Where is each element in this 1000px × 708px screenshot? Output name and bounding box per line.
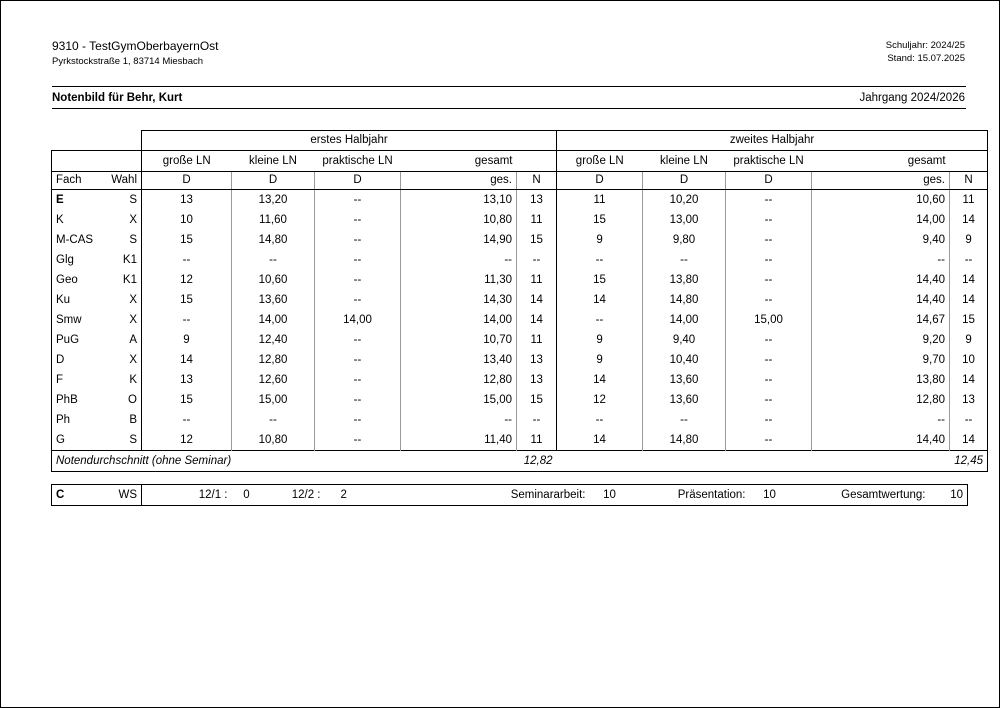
subject-name: M-CAS [52, 231, 107, 251]
h2-grosse-ln: -- [557, 251, 643, 271]
subject-name: E [52, 190, 107, 211]
table-row [52, 190, 988, 211]
h1-grosse-ln: 15 [142, 231, 232, 251]
h2-note: 10 [950, 351, 988, 371]
h1-note: 14 [517, 311, 557, 331]
h1-gesamt: 14,30 [401, 291, 517, 311]
subject-wahl: K1 [122, 254, 137, 266]
col-h2-kleine: D [643, 172, 726, 190]
subject-wahl: S [129, 193, 137, 206]
cat-grosse-ln-1: große LN [142, 151, 232, 172]
header-columns-row [52, 172, 988, 190]
subject-wahl: S [129, 433, 137, 446]
h2-kleine-ln: -- [643, 411, 726, 431]
h1-kleine-ln: 12,80 [232, 351, 315, 371]
table-row [52, 291, 988, 311]
seminar-12-1-label: 12/1 : [142, 485, 232, 506]
h2-note: 11 [950, 190, 988, 211]
cat-kleine-ln-2: kleine LN [660, 154, 708, 167]
h1-note: 13 [517, 351, 557, 371]
h2-note: 14 [950, 211, 988, 231]
h2-gesamt: 14,40 [812, 431, 950, 451]
seminararbeit-label: Seminararbeit: [510, 488, 586, 501]
h1-note: -- [517, 251, 557, 271]
h2-note: -- [950, 251, 988, 271]
h1-grosse-ln: 14 [142, 351, 232, 371]
h1-kleine-ln: -- [232, 411, 315, 431]
h1-praktische-ln: -- [315, 391, 401, 411]
col-h2-n: N [950, 172, 988, 190]
seminar-12-2-value: 2 [340, 488, 347, 501]
h2-grosse-ln: -- [557, 411, 643, 431]
seminar-fach: C [56, 488, 65, 501]
h1-grosse-ln: 15 [142, 391, 232, 411]
seminararbeit-value: 10 [603, 488, 616, 501]
h1-gesamt: -- [401, 251, 517, 271]
h1-kleine-ln: -- [232, 251, 315, 271]
first-half-header: erstes Halbjahr [142, 131, 557, 151]
subject-name: PhB [52, 391, 107, 411]
h2-kleine-ln: 13,80 [643, 271, 726, 291]
gesamtwertung-label: Gesamtwertung: [841, 488, 926, 501]
h1-kleine-ln: 10,80 [232, 431, 315, 451]
header-categories-row [52, 151, 988, 172]
h2-gesamt: 9,70 [812, 351, 950, 371]
h1-praktische-ln: -- [315, 291, 401, 311]
h2-grosse-ln: 9 [557, 331, 643, 351]
h2-note: 9 [950, 231, 988, 251]
cohort-label: Jahrgang 2024/2026 [859, 92, 965, 104]
seminar-row [51, 484, 968, 506]
subject-wahl: X [129, 314, 137, 326]
cat-gesamt-2: gesamt [907, 154, 946, 167]
h1-praktische-ln: -- [315, 231, 401, 251]
table-row [52, 431, 988, 451]
h1-praktische-ln: -- [315, 371, 401, 391]
h1-gesamt: 11,30 [401, 271, 517, 291]
col-h2-ges: ges. [812, 172, 950, 190]
h1-grosse-ln: 15 [142, 291, 232, 311]
h2-praktische-ln: -- [726, 391, 812, 411]
h2-gesamt: 14,40 [812, 271, 950, 291]
col-h1-praktisch: D [315, 172, 401, 190]
average-h2: 12,45 [950, 451, 988, 472]
h1-gesamt: 10,70 [401, 331, 517, 351]
table-row [52, 351, 988, 371]
col-h2-praktisch: D [726, 172, 812, 190]
col-wahl: Wahl [107, 172, 142, 190]
h2-grosse-ln: 14 [557, 431, 643, 451]
h2-gesamt: 14,40 [812, 291, 950, 311]
h1-praktische-ln: -- [315, 251, 401, 271]
subject-name: Smw [52, 311, 107, 331]
col-h1-ges: ges. [401, 172, 517, 190]
h2-gesamt: 13,80 [812, 371, 950, 391]
h2-praktische-ln: -- [726, 411, 812, 431]
h2-praktische-ln: -- [726, 211, 812, 231]
h2-kleine-ln: 9,80 [643, 231, 726, 251]
table-row [52, 271, 988, 291]
h1-note: 13 [517, 190, 557, 211]
h1-kleine-ln: 13,20 [232, 190, 315, 211]
h1-note: 15 [517, 391, 557, 411]
grade-rows [52, 190, 988, 451]
h1-note: 11 [517, 271, 557, 291]
subject-wahl: X [129, 214, 137, 226]
grades-table [51, 130, 988, 472]
h2-grosse-ln: 15 [557, 211, 643, 231]
subject-name: K [52, 211, 107, 231]
h2-note: 14 [950, 271, 988, 291]
h2-praktische-ln: 15,00 [726, 311, 812, 331]
h1-praktische-ln: -- [315, 411, 401, 431]
subject-wahl: K [129, 374, 137, 386]
title-rule-top [52, 86, 966, 87]
h1-gesamt: 12,80 [401, 371, 517, 391]
h2-kleine-ln: -- [643, 251, 726, 271]
h2-praktische-ln: -- [726, 231, 812, 251]
h1-note: 11 [517, 431, 557, 451]
cat-gesamt-1: gesamt [474, 154, 513, 167]
h1-grosse-ln: -- [142, 411, 232, 431]
h1-kleine-ln: 14,80 [232, 231, 315, 251]
h2-praktische-ln: -- [726, 190, 812, 211]
second-half-header: zweites Halbjahr [557, 131, 988, 151]
h2-kleine-ln: 14,00 [643, 311, 726, 331]
col-h1-n: N [517, 172, 557, 190]
subject-wahl: X [129, 354, 137, 366]
h1-note: 14 [517, 291, 557, 311]
table-row [52, 411, 988, 431]
school-address: Pyrkstockstraße 1, 83714 Miesbach [52, 56, 204, 67]
h2-grosse-ln: -- [557, 311, 643, 331]
h2-praktische-ln: -- [726, 371, 812, 391]
h2-gesamt: 14,67 [812, 311, 950, 331]
title-rule-bottom [52, 108, 966, 109]
subject-wahl: K1 [122, 274, 137, 286]
school-name: 9310 - TestGymOberbayernOst [52, 39, 219, 53]
h1-note: 15 [517, 231, 557, 251]
header-halves-row [52, 131, 988, 151]
h2-praktische-ln: -- [726, 271, 812, 291]
h2-gesamt: 14,00 [812, 211, 950, 231]
h2-kleine-ln: 14,80 [643, 291, 726, 311]
h2-note: 13 [950, 391, 988, 411]
cat-praktische-ln-1: praktische LN [322, 154, 393, 167]
average-h1: 12,82 [517, 451, 557, 472]
table-row [52, 311, 988, 331]
h2-gesamt: 9,40 [812, 231, 950, 251]
h1-grosse-ln: 13 [142, 371, 232, 391]
cat-grosse-ln-2: große LN [557, 151, 643, 172]
h2-grosse-ln: 12 [557, 391, 643, 411]
col-h1-kleine: D [232, 172, 315, 190]
h1-grosse-ln: -- [142, 311, 232, 331]
col-h1-grosse: D [142, 172, 232, 190]
h1-gesamt: 11,40 [401, 431, 517, 451]
h2-grosse-ln: 11 [557, 190, 643, 211]
h1-kleine-ln: 12,60 [232, 371, 315, 391]
h1-note: -- [517, 411, 557, 431]
seminar-12-2-label: 12/2 : [291, 488, 321, 501]
h2-kleine-ln: 14,80 [643, 431, 726, 451]
cat-praktische-ln-2: praktische LN [733, 154, 804, 167]
subject-wahl: S [129, 234, 137, 246]
h1-gesamt: 13,10 [401, 190, 517, 211]
h2-grosse-ln: 14 [557, 371, 643, 391]
h1-kleine-ln: 15,00 [232, 391, 315, 411]
subject-wahl: O [128, 394, 137, 406]
h1-grosse-ln: 12 [142, 431, 232, 451]
h2-note: 9 [950, 331, 988, 351]
h2-kleine-ln: 10,40 [643, 351, 726, 371]
h2-grosse-ln: 14 [557, 291, 643, 311]
h1-gesamt: 14,90 [401, 231, 517, 251]
h1-grosse-ln: 10 [142, 211, 232, 231]
h1-grosse-ln: 9 [142, 331, 232, 351]
h2-kleine-ln: 13,60 [643, 391, 726, 411]
h2-kleine-ln: 9,40 [643, 331, 726, 351]
h2-praktische-ln: -- [726, 251, 812, 271]
table-row [52, 251, 988, 271]
subject-name: D [52, 351, 107, 371]
h1-praktische-ln: -- [315, 211, 401, 231]
h2-kleine-ln: 13,00 [643, 211, 726, 231]
h2-kleine-ln: 13,60 [643, 371, 726, 391]
h1-praktische-ln: -- [315, 351, 401, 371]
cat-kleine-ln-1: kleine LN [249, 154, 297, 167]
h2-note: -- [950, 411, 988, 431]
col-h2-grosse: D [557, 172, 643, 190]
h2-gesamt: -- [812, 251, 950, 271]
h1-gesamt: 10,80 [401, 211, 517, 231]
subject-name: PuG [52, 331, 107, 351]
h1-grosse-ln: -- [142, 251, 232, 271]
h1-gesamt: 15,00 [401, 391, 517, 411]
h1-note: 11 [517, 331, 557, 351]
h2-praktische-ln: -- [726, 291, 812, 311]
col-fach: Fach [52, 172, 107, 190]
h1-praktische-ln: -- [315, 331, 401, 351]
h1-grosse-ln: 13 [142, 190, 232, 211]
subject-name: G [52, 431, 107, 451]
table-row [52, 211, 988, 231]
subject-name: Ku [52, 291, 107, 311]
subject-name: Glg [52, 251, 107, 271]
praesentation-value: 10 [763, 488, 776, 501]
h1-note: 13 [517, 371, 557, 391]
seminar-wahl: WS [118, 488, 137, 501]
h2-grosse-ln: 9 [557, 351, 643, 371]
average-row [52, 451, 988, 472]
seminar-12-1-value: 0 [243, 488, 250, 501]
h1-kleine-ln: 13,60 [232, 291, 315, 311]
h2-gesamt: 9,20 [812, 331, 950, 351]
h1-kleine-ln: 11,60 [232, 211, 315, 231]
table-row [52, 371, 988, 391]
h1-praktische-ln: -- [315, 271, 401, 291]
table-row [52, 391, 988, 411]
praesentation-label: Präsentation: [677, 488, 746, 501]
table-row [52, 331, 988, 351]
school-year: Schuljahr: 2024/25 [885, 40, 965, 51]
h1-kleine-ln: 12,40 [232, 331, 315, 351]
h2-note: 14 [950, 291, 988, 311]
h1-gesamt: 14,00 [401, 311, 517, 331]
h1-kleine-ln: 14,00 [232, 311, 315, 331]
h2-grosse-ln: 9 [557, 231, 643, 251]
subject-name: Ph [52, 411, 107, 431]
h1-praktische-ln: 14,00 [315, 311, 401, 331]
report-title: Notenbild für Behr, Kurt [52, 92, 183, 104]
subject-wahl: B [129, 414, 137, 426]
subject-wahl: X [129, 294, 137, 306]
h2-note: 14 [950, 431, 988, 451]
h1-grosse-ln: 12 [142, 271, 232, 291]
table-row [52, 231, 988, 251]
subject-name: Geo [52, 271, 107, 291]
h2-praktische-ln: -- [726, 351, 812, 371]
gesamtwertung-value: 10 [950, 488, 963, 501]
h1-note: 11 [517, 211, 557, 231]
status-date: Stand: 15.07.2025 [887, 53, 965, 64]
h1-praktische-ln: -- [315, 190, 401, 211]
subject-name: F [52, 371, 107, 391]
h1-gesamt: 13,40 [401, 351, 517, 371]
h2-gesamt: 10,60 [812, 190, 950, 211]
h1-gesamt: -- [401, 411, 517, 431]
h2-note: 15 [950, 311, 988, 331]
h2-kleine-ln: 10,20 [643, 190, 726, 211]
subject-wahl: A [129, 334, 137, 346]
h1-praktische-ln: -- [315, 431, 401, 451]
h2-praktische-ln: -- [726, 331, 812, 351]
h2-gesamt: 12,80 [812, 391, 950, 411]
h2-grosse-ln: 15 [557, 271, 643, 291]
h2-note: 14 [950, 371, 988, 391]
average-label: Notendurchschnitt (ohne Seminar) [52, 451, 517, 472]
h2-gesamt: -- [812, 411, 950, 431]
h1-kleine-ln: 10,60 [232, 271, 315, 291]
h2-praktische-ln: -- [726, 431, 812, 451]
